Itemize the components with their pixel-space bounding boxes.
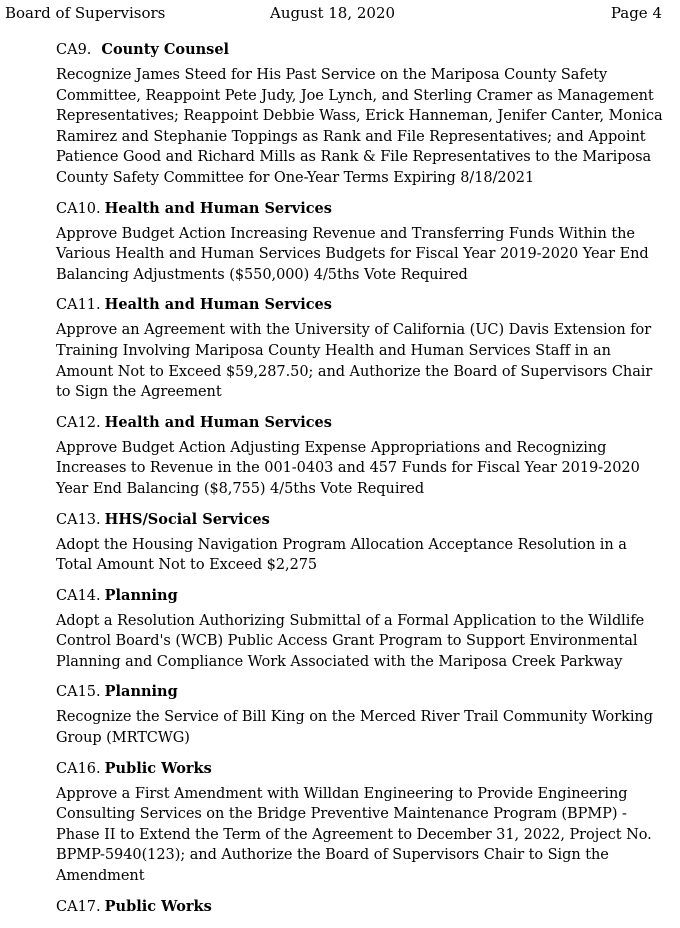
agenda-item-ca16 <box>56 759 666 887</box>
agenda-item-ca11 <box>56 295 666 402</box>
agenda-item-code: CA9. <box>56 42 92 58</box>
agenda-item-department: Health and Human Services <box>104 413 332 431</box>
agenda-item-description: Approve a First Amendment with Willdan Engineering to Provide Engineering Consulting Services on the Bridge Preventive Maintenance Program (BPMP) - Phase II to Extend the Term of the Agreement to December 31, 2022, Project No. BPMP-5940(123); and Authorize the Board of Supervisors Chair to Sign the Amendment <box>56 785 652 885</box>
agenda-item-description: Approve Budget Action Increasing Revenue and Transferring Funds Within the Various Health and Human Services Budgets for Fiscal Year 2019-2020 Year End Balancing Adjustments ($550,000) 4/5ths Vote Required <box>56 225 649 283</box>
header-board-title: Board of Supervisors <box>5 4 166 22</box>
agenda-item-code: CA14. <box>56 587 101 604</box>
agenda-item-heading <box>56 510 666 530</box>
agenda-item-heading <box>56 295 666 315</box>
agenda-item-heading <box>56 413 666 433</box>
page-header <box>0 4 680 24</box>
agenda-item-code: CA15. <box>56 684 101 701</box>
agenda-item-department: Planning <box>104 683 178 701</box>
agenda-item-description: Adopt a Resolution Authorizing Submittal of a Formal Application to the Wildlife Control Board's (WCB) Public Access Grant Program to Support Environmental Planning and Compliance Work Associated with the Mariposa Creek Parkway <box>56 612 645 670</box>
agenda-item-department: County Counsel <box>101 41 230 58</box>
agenda-item-department: Public Works <box>104 759 212 777</box>
agenda-item-description: Approve Budget Action Adjusting Expense Appropriations and Recognizing Increases to Revenue in the 001-0403 and 457 Funds for Fiscal Year 2019-2020 Year End Balancing ($8,755) 4/5ths Vote Required <box>56 439 640 497</box>
agenda-item-code: CA17. <box>56 898 101 915</box>
agenda-item-ca12 <box>56 413 666 500</box>
agenda-item-heading <box>56 682 666 702</box>
agenda-item-ca9 <box>56 40 666 189</box>
agenda-item-ca10 <box>56 199 666 286</box>
agenda-item-description: Approve an Agreement with the University of California (UC) Davis Extension for Training Involving Mariposa County Health and Human Services Staff in an Amount Not to Exceed $59,287.50; and Authorize the Board of Supervisors Chair to Sign the Agreement <box>56 322 653 401</box>
agenda-item-heading <box>56 586 666 606</box>
agenda-item-description: Adopt the Housing Navigation Program Allocation Acceptance Resolution in a Total Amount Not to Exceed $2,275 <box>56 536 627 574</box>
agenda-item-heading <box>56 897 666 917</box>
agenda-content <box>56 40 666 927</box>
agenda-item-department: Planning <box>104 586 178 604</box>
agenda-item-code: CA16. <box>56 760 101 777</box>
agenda-item-code: CA11. <box>56 297 101 314</box>
header-page-number: Page 4 <box>610 4 662 22</box>
agenda-item-department: Health and Human Services <box>104 199 332 217</box>
agenda-item-heading <box>56 199 666 219</box>
agenda-item-description: Recognize James Steed for His Past Service on the Mariposa County Safety Committee, Reappoint Pete Judy, Joe Lynch, and Sterling Cramer as Management Representatives; Reappoint Debbie Wass, Erick Hanneman, Jenifer Canter, Monica Ramirez and Stephanie Toppings as Rank and File Representatives; and Appoint Patience Good and Richard Mills as Rank & File Representatives to the Mariposa County Safety Committee for One-Year Terms Expiring 8/18/2021 <box>56 67 663 186</box>
agenda-item-ca15 <box>56 682 666 748</box>
agenda-item-heading <box>56 40 666 60</box>
agenda-item-ca17 <box>56 897 666 917</box>
agenda-item-heading <box>56 759 666 779</box>
agenda-item-code: CA12. <box>56 414 101 431</box>
agenda-item-code: CA10. <box>56 200 101 217</box>
agenda-item-department: HHS/Social Services <box>104 510 270 528</box>
agenda-item-ca14 <box>56 586 666 673</box>
agenda-item-department: Health and Human Services <box>104 296 332 314</box>
agenda-item-department: Public Works <box>104 897 212 915</box>
agenda-item-code: CA13. <box>56 511 101 528</box>
header-meeting-date: August 18, 2020 <box>270 4 396 22</box>
agenda-item-description: Recognize the Service of Bill King on the Merced River Trail Community Working Group (MRTCWG) <box>56 709 653 747</box>
agenda-item-ca13 <box>56 510 666 576</box>
